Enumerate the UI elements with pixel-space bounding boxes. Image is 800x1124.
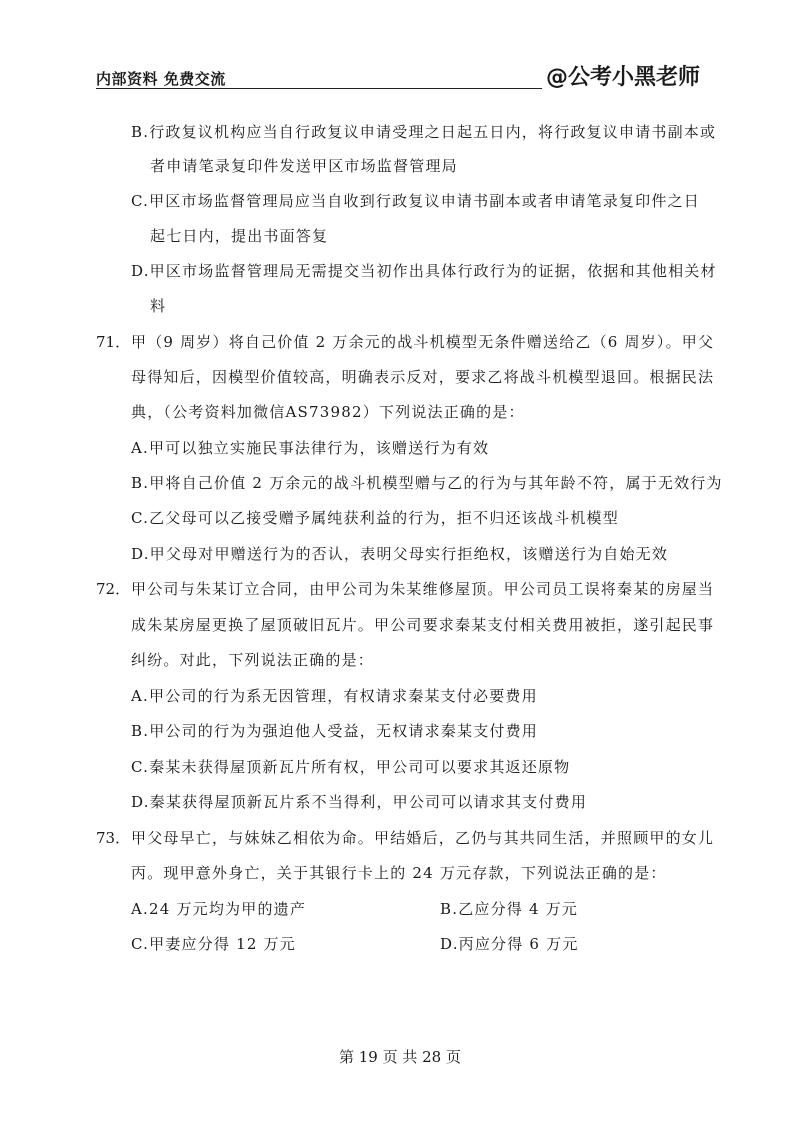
q71-option-a: A.甲可以独立实施民事法律行为，该赠送行为有效 (131, 439, 490, 457)
q73-option-b: B.乙应分得 4 万元 (440, 900, 579, 918)
q73-option-d: D.丙应分得 6 万元 (440, 935, 579, 953)
q72-option-d: D.秦某获得屋顶新瓦片系不当得利，甲公司可以请求其支付费用 (131, 793, 588, 811)
q71-stem-line2: 母得知后，因模型价值较高，明确表示反对，要求乙将战斗机模型退回。根据民法 (131, 368, 715, 386)
q73-stem-line2: 丙。现甲意外身亡，关于其银行卡上的 24 万元存款，下列说法正确的是： (131, 864, 667, 882)
page-header (96, 60, 700, 90)
q70-option-c-line2: 起七日内，提出书面答复 (150, 227, 329, 245)
q71-number: 71． (96, 333, 131, 351)
q72-option-a: A.甲公司的行为系无因管理，有权请求秦某支付必要费用 (131, 687, 538, 705)
q71-option-c: C.乙父母可以乙接受赠予属纯获利益的行为，拒不归还该战斗机模型 (131, 509, 619, 527)
q70-option-d-line2: 料 (150, 297, 167, 315)
q71-stem-line1: 甲（9 周岁）将自己价值 2 万余元的战斗机模型无条件赠送给乙（6 周岁）。甲父 (131, 333, 715, 351)
q73-stem-line1: 甲父母早亡，与妹妹乙相依为命。甲结婚后，乙仍与其共同生活，并照顾甲的女儿 (131, 829, 715, 847)
q72-stem-line1: 甲公司与朱某订立合同，由甲公司为朱某维修屋顶。甲公司员工误将秦某的房屋当 (131, 580, 715, 598)
header-note: 内部资料 免费交流 (96, 70, 226, 88)
q73-option-a: A.24 万元均为甲的遗产 (131, 900, 307, 918)
q71-stem-line3: 典，（公考资料加微信AS73982）下列说法正确的是： (131, 403, 525, 421)
q72-stem-line2: 成朱某房屋更换了屋顶破旧瓦片。甲公司要求秦某支付相关费用被拒，遂引起民事 (131, 616, 715, 634)
header-rule (96, 88, 542, 89)
q71-option-d: D.甲父母对甲赠送行为的否认，表明父母实行拒绝权，该赠送行为自始无效 (131, 545, 669, 563)
q70-option-b-line1: B.行政复议机构应当自行政复议申请受理之日起五日内，将行政复议申请书副本或 (131, 123, 717, 141)
q71-option-b: B.甲将自己价值 2 万余元的战斗机模型赠与乙的行为与其年龄不符，属于无效行为 (131, 474, 723, 492)
q70-option-d-line1: D.甲区市场监督管理局无需提交当初作出具体行政行为的证据，依据和其他相关材 (131, 262, 717, 280)
q72-stem-line3: 纠纷。对此，下列说法正确的是： (131, 651, 375, 669)
q70-option-b-line2: 者申请笔录复印件发送甲区市场监督管理局 (150, 157, 458, 175)
q70-option-c-line1: C.甲区市场监督管理局应当自收到行政复议申请书副本或者申请笔录复印件之日 (131, 192, 700, 210)
q73-option-c: C.甲妻应分得 12 万元 (131, 935, 296, 953)
q73-number: 73． (96, 829, 131, 847)
page-number: 第 19 页 共 28 页 (338, 1048, 461, 1066)
header-brand: @公考小黑老师 (545, 65, 700, 90)
q72-option-b: B.甲公司的行为为强迫他人受益，无权请求秦某支付费用 (131, 722, 538, 740)
q72-option-c: C.秦某未获得屋顶新瓦片所有权，甲公司可以要求其返还原物 (131, 758, 571, 776)
q72-number: 72． (96, 580, 131, 598)
